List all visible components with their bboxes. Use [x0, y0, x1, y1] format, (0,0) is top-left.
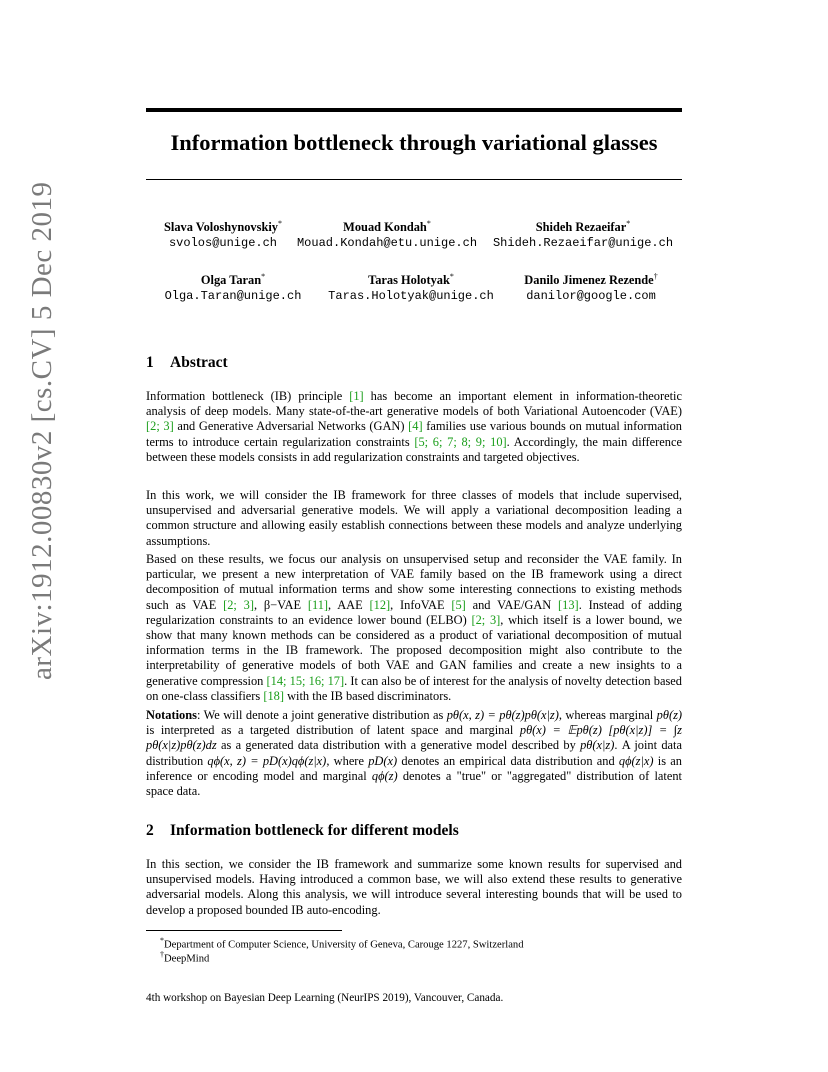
citation-link[interactable]: [11] [307, 597, 329, 612]
citation-link[interactable]: [14; 15; 16; 17] [266, 673, 345, 688]
section-heading-ib: 2 Information bottleneck for different models [146, 822, 459, 839]
citation-link[interactable]: [13] [558, 597, 579, 612]
section-heading-abstract: 1 Abstract [146, 354, 228, 371]
notations-paragraph: Notations: We will denote a joint generative distribution as pθ(x, z) = pθ(z)pθ(x|z), whereas marginal pθ(z) is interpreted as a targeted distribution of latent space and marginal pθ(x) = 𝔼pθ(z) [pθ(x|z)] = ∫z pθ(x|z)pθ(z)dz as a generated data distribution with a generative model described by pθ(x|z). A joint data distribution qϕ(x, z) = pD(x)qϕ(z|x), where pD(x) denotes an empirical data distribution and qϕ(z|x) is an inference or encoding model and marginal qϕ(z) denotes a "true" or "aggregated" distribution of latent space data. [146, 708, 683, 799]
citation-link[interactable]: [4] [408, 419, 423, 434]
title-rule-bottom [146, 179, 682, 180]
author-4: Olga Taran* Olga.Taran@unige.ch [138, 269, 328, 304]
citation-link[interactable]: [2; 3] [146, 419, 174, 434]
citation-link[interactable]: [18] [263, 688, 284, 703]
abstract-paragraph-2: In this work, we will consider the IB framework for three classes of models that include supervised, unsupervised and adversarial generative models. We will apply a variational decomposition leading a common structure and allowing easily establish connections between these models and analyze underlying assumptions. [146, 488, 682, 548]
abstract-paragraph-3: Based on these results, we focus our analysis on unsupervised setup and reconsider the VAE family. In particular, we present a new interpretation of VAE family based on the IB framework using a direct decomposition of mutual information terms and show some interesting connections to existing methods such as VAE [2; 3], β−VAE [11], AAE [12], InfoVAE [5] and VAE/GAN [13]. Instead of adding regularization constraints to an evidence lower bound (ELBO) [2; 3], which itself is a lower bound, we show that many known methods can be considered as a product of variational decomposition of mutual information terms in the IB framework. The proposed decomposition might also contribute to the interpretability of generative models of both VAE and GAN families and create a new insights to a generative compression [14; 15; 16; 17]. It can also be of interest for the analysis of novelty detection based on one-class classifiers [18] with the IB based discriminators. [146, 552, 683, 703]
venue-note: 4th workshop on Bayesian Deep Learning (NeurIPS 2019), Vancouver, Canada. [146, 992, 504, 1004]
citation-link[interactable]: [5] [451, 597, 466, 612]
author-email[interactable]: Shideh.Rezaeifar@unige.ch [492, 236, 674, 251]
title-rule-top [146, 108, 682, 112]
footnote-rule [146, 930, 342, 931]
author-email[interactable]: danilor@google.com [526, 289, 656, 304]
citation-link[interactable]: [2; 3] [223, 597, 254, 612]
author-email[interactable]: svolos@unige.ch [168, 236, 278, 251]
citation-link[interactable]: [12] [369, 597, 391, 612]
author-email[interactable]: Olga.Taran@unige.ch [164, 289, 302, 304]
arxiv-identifier: arXiv:1912.00830v2 [cs.CV] 5 Dec 2019 [26, 181, 58, 680]
citation-link[interactable]: [1] [349, 389, 364, 403]
author-email[interactable]: Taras.Holotyak@unige.ch [328, 289, 494, 304]
author-2: Mouad Kondah* Mouad.Kondah@etu.unige.ch [292, 216, 482, 251]
footnote-affiliation: *Department of Computer Science, University of Geneva, Carouge 1227, Switzerland [160, 936, 524, 951]
footnote-deepmind: †DeepMind [160, 950, 210, 965]
section2-paragraph-1: In this section, we consider the IB framework and summarize some known results for supervised and unsupervised models. Having introduced a common base, we will also extend these results to generative adversarial models. Along this analysis, we will introduce several interesting bounds that will be used to develop a proposed bounded IB auto-encoding. [146, 857, 682, 917]
author-3: Shideh Rezaeifar* Shideh.Rezaeifar@unige.ch [488, 216, 678, 251]
author-5: Taras Holotyak* Taras.Holotyak@unige.ch [316, 269, 506, 304]
abstract-paragraph-1: Information bottleneck (IB) principle [1] has become an important element in information-theoretic analysis of deep models. Many state-of-the-art generative models of both Variational Autoencoder (VAE) [2; 3] and Generative Adversarial Networks (GAN) [4] families use various bounds on mutual information terms to introduce certain regularization constraints [5; 6; 7; 8; 9; 10]. Accordingly, the main difference between these models consists in add regularization constraints and targeted objectives. [146, 389, 683, 464]
citation-link[interactable]: [2; 3] [471, 612, 501, 627]
author-email[interactable]: Mouad.Kondah@etu.unige.ch [296, 236, 478, 251]
paper-title: Information bottleneck through variational glasses [170, 130, 658, 155]
citation-link[interactable]: [5; 6; 7; 8; 9; 10] [414, 434, 507, 449]
author-1: Slava Voloshynovskiy* svolos@unige.ch [128, 216, 318, 251]
author-6: Danilo Jimenez Rezende† danilor@google.com [496, 269, 686, 304]
